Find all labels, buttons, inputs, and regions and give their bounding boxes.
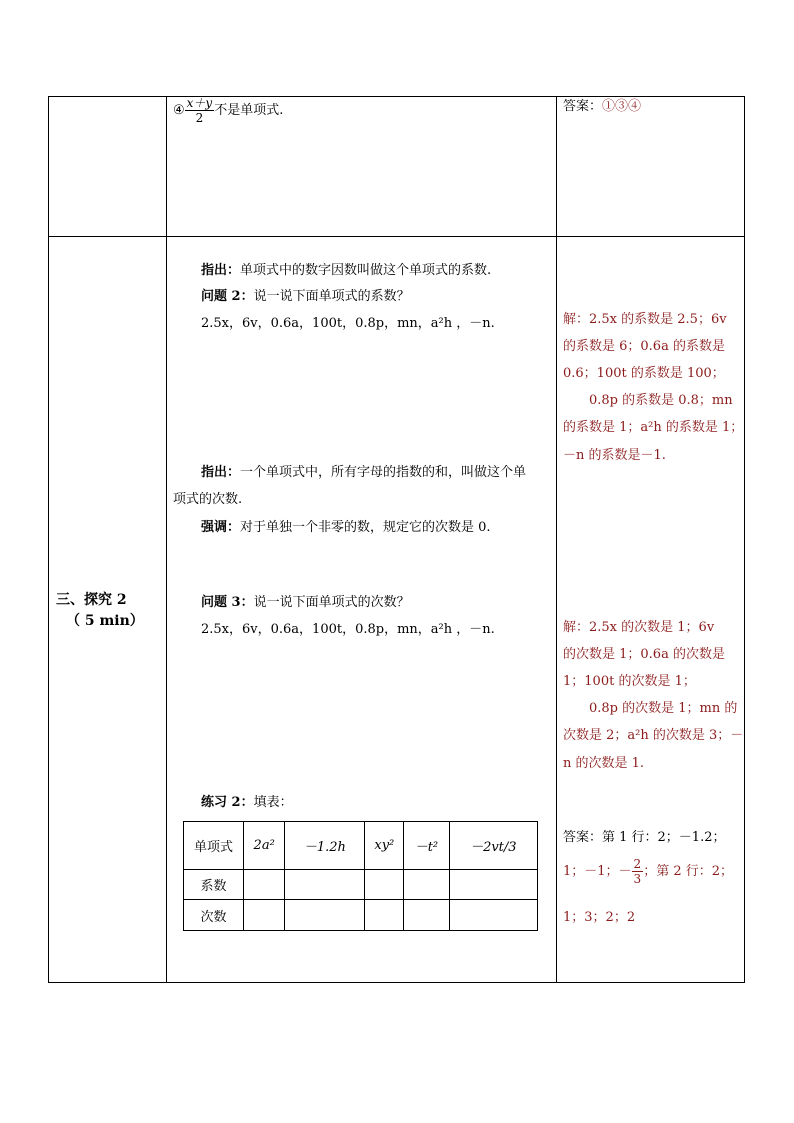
monomial-list-a: 2.5x，6v，0.6a，100t，0.8p，mn，a²h ，－n. bbox=[201, 316, 495, 331]
answer-3-line-1-text: 答案：第 1 行：2；－1.2； bbox=[563, 830, 726, 845]
exercise-table-row-coefficient bbox=[184, 869, 538, 900]
answer-3-fraction bbox=[632, 857, 644, 886]
item-4-text: 不是单项式. bbox=[214, 103, 284, 118]
answer-value: ①③④ bbox=[602, 99, 642, 114]
answer-1-line-5: 的系数是 1；a²h 的系数是 1； bbox=[563, 420, 744, 435]
exercise-table-header-row bbox=[184, 822, 538, 870]
blank-cell[interactable] bbox=[285, 869, 365, 900]
item-4-fraction-denominator: 2 bbox=[195, 111, 204, 125]
question-3-label: 问题 3： bbox=[201, 595, 254, 610]
answer-label: 答案： bbox=[563, 99, 603, 114]
column-divider-2 bbox=[556, 96, 557, 983]
header-2a2: 2a² bbox=[244, 822, 285, 870]
answer-3-line-2-post: ；第 2 行：2； bbox=[643, 864, 733, 879]
item-4-fraction-numerator: x＋y bbox=[186, 96, 213, 110]
emphasis-text: 对于单独一个非零的数，规定它的次数是 0. bbox=[240, 520, 491, 535]
point-2-label: 指出： bbox=[201, 465, 241, 480]
question-3 bbox=[201, 595, 410, 611]
blank-cell[interactable] bbox=[244, 900, 285, 931]
answer-3-fraction-denominator: 3 bbox=[633, 872, 642, 886]
question-2-label: 问题 2： bbox=[201, 289, 254, 304]
answer-1-line-6: －n 的系数是－1. bbox=[563, 448, 666, 463]
answer-2-line-6: n 的次数是 1. bbox=[563, 756, 645, 771]
blank-cell[interactable] bbox=[449, 869, 537, 900]
answer-3-line-3: 1；3；2；2 bbox=[563, 910, 636, 925]
header-neg-t2: －t² bbox=[404, 822, 449, 870]
blank-cell[interactable] bbox=[449, 900, 537, 931]
row-label-coefficient: 系数 bbox=[184, 869, 244, 900]
emphasis bbox=[201, 520, 491, 536]
table-border-bottom bbox=[48, 982, 745, 983]
blank-cell[interactable] bbox=[404, 900, 449, 931]
exercise-2-label: 练习 2： bbox=[201, 795, 254, 810]
answer-2-line-4: 0.8p 的次数是 1；mn 的 bbox=[563, 701, 738, 716]
item-4-fraction bbox=[185, 96, 215, 125]
table-border-top bbox=[48, 96, 745, 97]
answer-1-line-3: 0.6；100t 的系数是 100； bbox=[563, 366, 725, 381]
header-neg-2vt-over-3: －2vt/3 bbox=[449, 822, 537, 870]
answer-3-line-2-pre: 1；－1；－ bbox=[563, 864, 632, 879]
exercise-table-row-degree bbox=[184, 900, 538, 931]
answer-2-line-5: 次数是 2；a²h 的次数是 3；－ bbox=[563, 728, 744, 743]
answer-3-line-2 bbox=[563, 857, 733, 886]
exercise-table bbox=[183, 821, 538, 931]
item-4-statement bbox=[173, 96, 283, 125]
answer-2-line-2: 的次数是 1；0.6a 的次数是 bbox=[563, 647, 725, 662]
answer-1-line-1: 解：2.5x 的系数是 2.5；6v bbox=[563, 312, 727, 327]
answer-1-line-4: 0.8p 的系数是 0.8；mn bbox=[563, 393, 733, 408]
question-3-text: 说一说下面单项式的次数？ bbox=[253, 595, 410, 610]
question-2 bbox=[201, 289, 410, 305]
answer-3-fraction-numerator: 2 bbox=[633, 857, 642, 871]
exercise-2-text: 填表： bbox=[253, 795, 293, 810]
header-monomial: 单项式 bbox=[184, 822, 244, 870]
point-1 bbox=[201, 263, 491, 279]
table-border-left bbox=[48, 96, 49, 983]
blank-cell[interactable] bbox=[285, 900, 365, 931]
exercise-2 bbox=[201, 795, 293, 811]
answer-1-line-2: 的系数是 6；0.6a 的系数是 bbox=[563, 339, 725, 354]
point-1-label: 指出： bbox=[201, 263, 241, 278]
monomial-list-b: 2.5x，6v，0.6a，100t，0.8p，mn，a²h ，－n. bbox=[201, 622, 495, 637]
point-2-text: 一个单项式中，所有字母的指数的和，叫做这个单 bbox=[240, 465, 527, 480]
point-1-text: 单项式中的数字因数叫做这个单项式的系数. bbox=[240, 263, 492, 278]
table-border-right bbox=[744, 96, 745, 983]
question-2-text: 说一说下面单项式的系数？ bbox=[253, 289, 410, 304]
point-2-line-2: 项式的次数. bbox=[173, 492, 243, 507]
top-answer bbox=[563, 99, 641, 115]
blank-cell[interactable] bbox=[404, 869, 449, 900]
blank-cell[interactable] bbox=[365, 900, 404, 931]
answer-2-line-3: 1；100t 的次数是 1； bbox=[563, 674, 696, 689]
row-label-degree: 次数 bbox=[184, 900, 244, 931]
item-4-marker: ④ bbox=[173, 103, 185, 118]
column-divider-1 bbox=[166, 96, 167, 983]
section-title: 三、探究 2 bbox=[56, 592, 127, 608]
header-xy2: xy² bbox=[365, 822, 404, 870]
section-time: （ 5 min） bbox=[66, 613, 144, 629]
point-2-line-1 bbox=[201, 465, 526, 481]
answer-3-line-1 bbox=[563, 830, 725, 846]
header-neg-1-2h: －1.2h bbox=[285, 822, 365, 870]
emphasis-label: 强调： bbox=[201, 520, 241, 535]
row-divider bbox=[48, 236, 745, 237]
blank-cell[interactable] bbox=[365, 869, 404, 900]
answer-2-line-1: 解：2.5x 的次数是 1；6v bbox=[563, 620, 715, 635]
blank-cell[interactable] bbox=[244, 869, 285, 900]
